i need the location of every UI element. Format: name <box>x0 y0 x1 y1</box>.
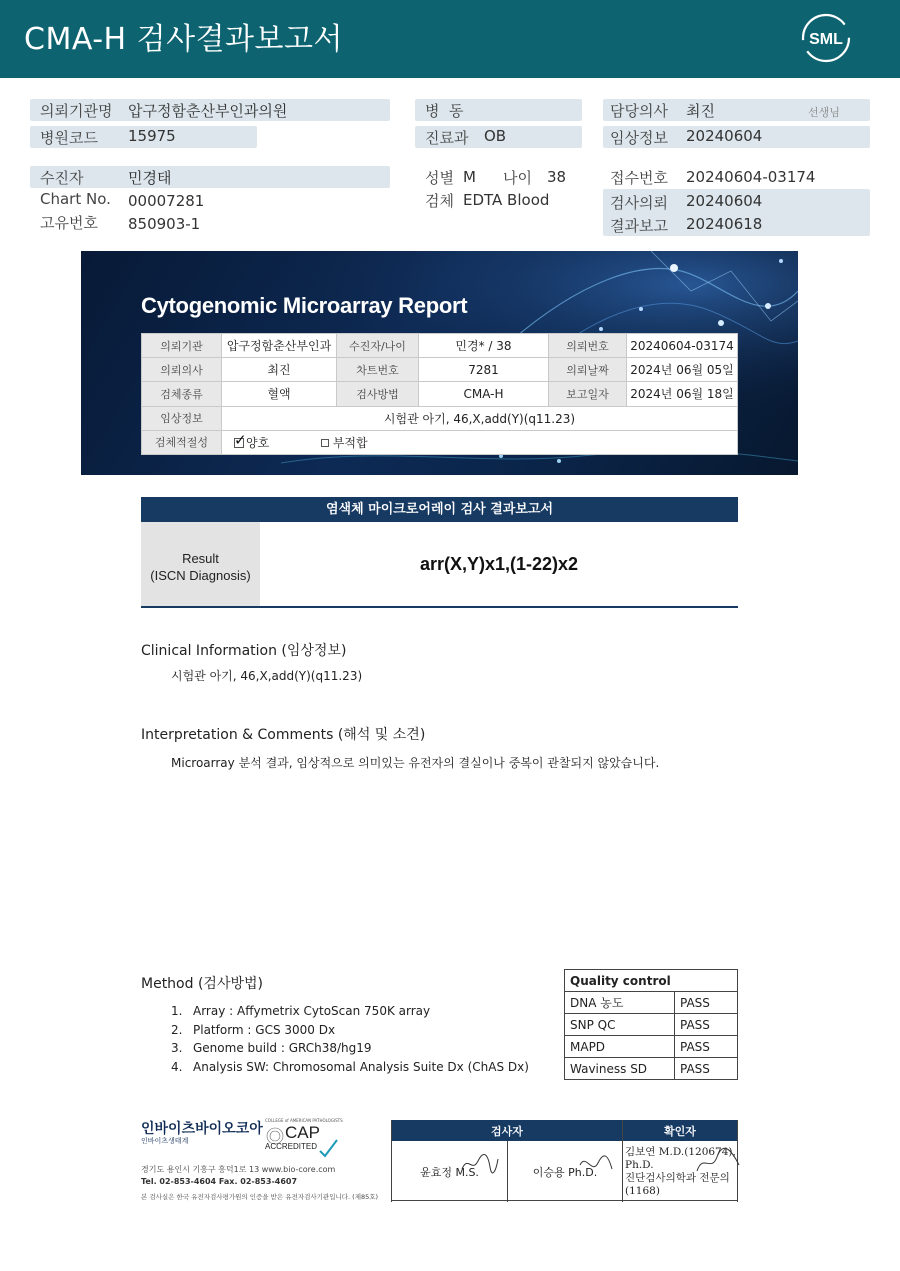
table-cell: 차트번호 <box>337 358 419 382</box>
doctor-value: 최진 <box>686 102 715 120</box>
banner-title: Cytogenomic Microarray Report <box>141 293 468 318</box>
adequacy-good: 양호 <box>246 435 270 450</box>
table-cell: 의뢰번호 <box>549 334 627 358</box>
chart-label: Chart No. <box>40 190 111 208</box>
table-row <box>565 1014 738 1036</box>
list-item: 3. Genome build : GRCh38/hg19 <box>171 1041 372 1055</box>
clinical-heading: Clinical Information (임상정보) <box>141 643 347 659</box>
list-item: 1. Array : Affymetrix CytoScan 750K array <box>171 1004 431 1018</box>
signature-icon <box>460 1151 500 1177</box>
table-cell: 최진 <box>222 358 337 382</box>
confirmer-header: 확인자 <box>623 1120 738 1141</box>
qc-name: SNP QC <box>565 1014 675 1036</box>
clinical-info-value: 20240604 <box>686 127 763 145</box>
table-cell: 7281 <box>419 358 549 382</box>
dept-value: OB <box>484 127 507 145</box>
banner-info-table <box>141 333 738 455</box>
dept-label: 진료과 <box>425 129 469 147</box>
receipt-label: 접수번호 <box>610 169 668 187</box>
cap-accredited-logo <box>265 1118 345 1158</box>
examiner2-cell <box>508 1141 623 1202</box>
info-bar <box>30 166 390 188</box>
examiner2-name: 이승용 Ph.D. <box>532 1165 598 1179</box>
table-row <box>142 382 738 406</box>
patient-name: 민경태 <box>128 169 172 187</box>
divider <box>141 606 738 608</box>
referring-value: 압구정함춘산부인과의원 <box>128 102 288 120</box>
phone-fax: Tel. 02-853-4604 Fax. 02-853-4607 <box>141 1177 298 1186</box>
confirmer-name: 김보연 M.D.(120674), Ph.D. <box>625 1145 736 1171</box>
table-cell: CMA-H <box>419 382 549 406</box>
table-cell: 검사방법 <box>337 382 419 406</box>
cap-text: CAP <box>285 1123 320 1142</box>
checkbox-checked-icon: ✓ <box>234 430 247 449</box>
sex-label: 성별 <box>425 169 454 187</box>
request-label: 검사의뢰 <box>610 194 668 212</box>
report-date-label: 결과보고 <box>610 217 668 235</box>
org-subname: 인바이츠생태계 <box>141 1137 189 1145</box>
qc-value: PASS <box>675 992 738 1014</box>
qc-name: MAPD <box>565 1036 675 1058</box>
result-label-line2: (ISCN Diagnosis) <box>150 568 251 583</box>
sml-logo <box>800 12 852 64</box>
age-label: 나이 <box>503 169 532 187</box>
table-row <box>142 406 738 430</box>
table-cell: 검체적절성 <box>142 430 222 454</box>
chart-number: 00007281 <box>128 192 205 210</box>
table-row <box>565 992 738 1014</box>
sex-value: M <box>463 168 476 186</box>
specimen-label: 검체 <box>425 192 454 210</box>
table-cell: 임상정보 <box>142 406 222 430</box>
doctor-label: 담당의사 <box>610 102 668 120</box>
address: 경기도 용인시 기흥구 흥덕1로 13 www.bio-core.com <box>141 1165 336 1174</box>
org-name: 인바이츠바이오코아 <box>141 1121 263 1137</box>
table-cell: 수진자/나이 <box>337 334 419 358</box>
divider <box>391 1200 738 1201</box>
qc-value: PASS <box>675 1058 738 1080</box>
unique-id-label: 고유번호 <box>40 214 98 232</box>
clinical-body: 시험관 아기, 46,X,add(Y)(q11.23) <box>171 669 363 683</box>
quality-control-table <box>564 969 738 1080</box>
adequacy-bad: 부적합 <box>332 435 368 450</box>
result-label <box>141 522 260 606</box>
method-heading: Method (검사방법) <box>141 976 263 992</box>
qc-value: PASS <box>675 1014 738 1036</box>
table-cell: 혈액 <box>222 382 337 406</box>
receipt-value: 20240604-03174 <box>686 168 816 186</box>
qc-name: DNA 농도 <box>565 992 675 1014</box>
interpretation-heading: Interpretation & Comments (해석 및 소견) <box>141 727 426 743</box>
result-value: arr(X,Y)x1,(1-22)x2 <box>419 554 579 574</box>
request-value: 20240604 <box>686 192 763 210</box>
table-cell: 보고일자 <box>549 382 627 406</box>
referring-label: 의뢰기관명 <box>40 102 113 120</box>
logo-text: SML <box>809 31 843 48</box>
report-date-value: 20240618 <box>686 215 763 233</box>
table-cell: 민경* / 38 <box>419 334 549 358</box>
signature-icon <box>578 1151 614 1177</box>
report-header <box>0 0 900 78</box>
qc-value: PASS <box>675 1036 738 1058</box>
clinical-info-label: 임상정보 <box>610 129 668 147</box>
confirmer-cell <box>623 1141 738 1202</box>
cap-accredited-text: ACCREDITED <box>265 1142 318 1151</box>
table-row <box>565 1058 738 1080</box>
method-list <box>171 1002 529 1076</box>
table-row <box>565 1036 738 1058</box>
patient-label: 수진자 <box>40 169 84 187</box>
doctor-suffix: 선생님 <box>808 106 840 119</box>
age-value: 38 <box>547 168 567 186</box>
signature-icon <box>693 1147 743 1175</box>
table-row <box>142 358 738 382</box>
result-label-line1: Result <box>182 551 219 566</box>
specimen-value: EDTA Blood <box>463 191 550 209</box>
report-title: CMA-H 검사결과보고서 <box>24 22 343 57</box>
cap-top-text: COLLEGE of AMERICAN PATHOLOGISTS <box>265 1118 343 1123</box>
interpretation-body: Microarray 분석 결과, 임상적으로 의미있는 유전자의 결실이나 중복이 관찰되지 않았습니다. <box>171 756 660 770</box>
accreditation-note: 본 검사실은 한국 유전자검사평가원의 인증을 받은 유전자검사기관입니다. (제85호) <box>141 1193 379 1201</box>
cma-report-banner <box>81 251 798 475</box>
table-row <box>142 430 738 454</box>
table-cell: 검체종류 <box>142 382 222 406</box>
signature-table <box>391 1120 738 1202</box>
qc-title: Quality control <box>565 970 738 992</box>
table-cell: 의뢰날짜 <box>549 358 627 382</box>
hospital-code-value: 15975 <box>128 127 176 145</box>
confirmer-title: 진단검사의학과 전문의(1168) <box>625 1171 730 1197</box>
hospital-code-label: 병원코드 <box>40 129 98 147</box>
unique-id-value: 850903-1 <box>128 215 201 233</box>
table-cell: 20240604-03174 <box>627 334 738 358</box>
ward-label: 병 동 <box>425 102 464 120</box>
table-cell: 의뢰기관 <box>142 334 222 358</box>
examiner1-cell <box>392 1141 508 1202</box>
clinical-cell: 시험관 아기, 46,X,add(Y)(q11.23) <box>222 406 738 430</box>
table-cell: 압구정함춘산부인과 <box>222 334 337 358</box>
table-cell: 2024년 06월 18일 <box>627 382 738 406</box>
result-heading: 염색체 마이크로어레이 검사 결과보고서 <box>141 497 738 522</box>
examiner1-name: 윤효정 M.S. <box>420 1165 479 1179</box>
examiner-header: 검사자 <box>392 1120 623 1141</box>
list-item: 2. Platform : GCS 3000 Dx <box>171 1022 336 1037</box>
checkbox-empty-icon <box>321 439 329 447</box>
table-cell: 2024년 06월 05일 <box>627 358 738 382</box>
table-row <box>142 334 738 358</box>
list-item: 4. Analysis SW: Chromosomal Analysis Suite Dx (ChAS Dx) <box>171 1059 529 1074</box>
table-cell: 의뢰의사 <box>142 358 222 382</box>
adequacy-cell <box>222 430 738 454</box>
qc-name: Waviness SD <box>565 1058 675 1080</box>
